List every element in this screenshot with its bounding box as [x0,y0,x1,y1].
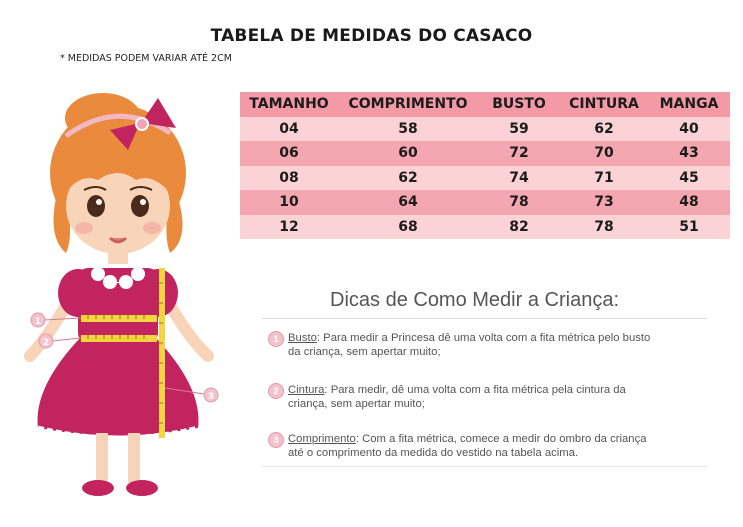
column-header: COMPRIMENTO [338,92,478,117]
table-cell: 62 [560,117,648,142]
marker-1 [31,313,45,327]
table-cell: 64 [338,190,478,215]
table-cell: 04 [240,117,338,142]
tip-text: : Para medir, dê uma volta com a fita métrica pela cintura da [324,384,626,396]
table-cell: 62 [338,166,478,191]
tip-length [268,432,708,460]
table-cell: 70 [560,141,648,166]
table-cell: 43 [648,141,730,166]
svg-text:1: 1 [34,317,42,327]
tip-term: Busto [288,332,317,344]
variation-note: * MEDIDAS PODEM VARIAR ATÉ 2CM [60,53,232,64]
marker-3 [204,388,218,402]
table-cell: 73 [560,190,648,215]
table-row [240,215,730,240]
table-cell: 51 [648,215,730,240]
tip-number-badge: 1 [268,331,284,347]
child-measurement-illustration [18,88,233,508]
table-cell: 78 [560,215,648,240]
tip-number-badge: 3 [268,432,284,448]
table-cell: 60 [338,141,478,166]
table-row [240,117,730,142]
table-cell: 59 [478,117,560,142]
tip-text-continued: até o comprimento da medida do vestido na tabela acima. [288,447,579,459]
divider [262,466,707,467]
table-cell: 48 [648,190,730,215]
tip-number-badge: 2 [268,383,284,399]
tip-text: : Para medir a Princesa dê uma volta com a fita métrica pelo busto [316,332,651,344]
column-header: MANGA [648,92,730,117]
svg-text:2: 2 [42,338,50,348]
tip-text-continued: da criança, sem apertar muito; [288,346,441,358]
table-cell: 78 [478,190,560,215]
table-cell: 45 [648,166,730,191]
tip-text-continued: criança, sem apertar muito; [288,398,425,410]
marker-2 [39,334,53,348]
table-cell: 82 [478,215,560,240]
tip-term: Comprimento [288,433,356,445]
table-row [240,141,730,166]
table-header-row [240,92,730,117]
table-cell: 72 [478,141,560,166]
column-header: TAMANHO [240,92,338,117]
divider [262,318,707,319]
page-title: TABELA DE MEDIDAS DO CASACO [210,26,533,46]
table-cell: 68 [338,215,478,240]
table-cell: 58 [338,117,478,142]
svg-text:3: 3 [207,392,215,402]
table-cell: 40 [648,117,730,142]
table-cell: 12 [240,215,338,240]
tip-bust [268,331,708,359]
tip-text: : Com a fita métrica, comece a medir do ombro da criança [355,433,647,445]
table-row [240,190,730,215]
table-cell: 06 [240,141,338,166]
size-table [240,92,730,239]
tips-title: Dicas de Como Medir a Criança: [330,289,619,311]
table-cell: 74 [478,166,560,191]
table-cell: 10 [240,190,338,215]
column-header: BUSTO [478,92,560,117]
column-header: CINTURA [560,92,648,117]
tip-waist [268,383,708,411]
tip-term: Cintura [288,384,325,396]
table-cell: 71 [560,166,648,191]
table-row [240,166,730,191]
table-cell: 08 [240,166,338,191]
